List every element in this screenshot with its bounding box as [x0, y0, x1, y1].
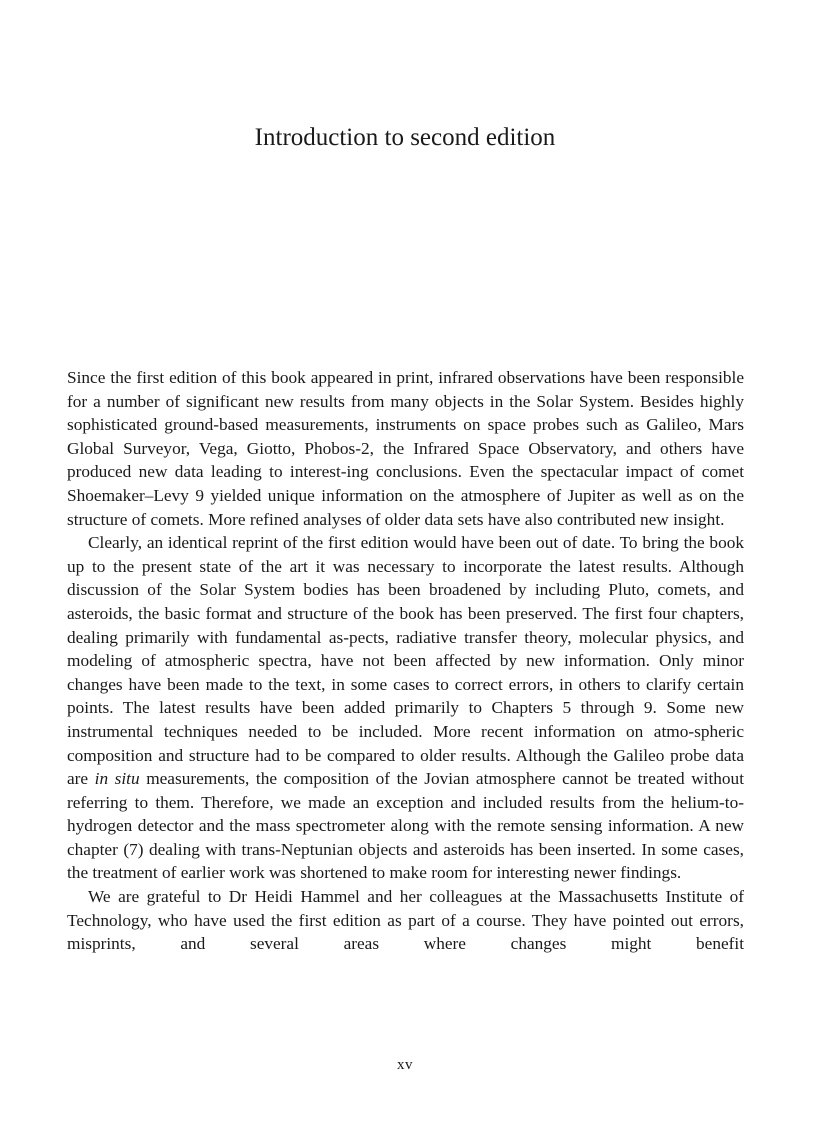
paragraph-2 — [67, 531, 744, 885]
body-text — [67, 366, 744, 956]
paragraph-3: We are grateful to Dr Heidi Hammel and her colleagues at the Massachusetts Institute of Technology, who have used the first edition as part of a course. They have pointed out errors, misprints, and several areas where changes might benefit — [67, 887, 744, 954]
paragraph-2-italic: in situ — [94, 769, 140, 789]
page-title: Introduction to second edition — [254, 124, 556, 151]
paragraph-1: Since the first edition of this book appeared in print, infrared observations have been responsible for a number of significant new results from many objects in the Solar System. Besides highly sophisticated ground-based measurements, instruments on space probes such as Galileo, Mars Global Surveyor, Vega, Giotto, Phobos-2, the Infrared Space Observatory, and others have produced new data leading to interest-ing conclusions. Even the spectacular impact of comet Shoemaker–Levy 9 yielded unique information on the atmosphere of Jupiter as well as on the structure of comets. More refined analyses of older data sets have also contributed new insight. — [67, 368, 744, 529]
page-number: xv — [397, 1057, 413, 1073]
paragraph-2-part-b: measurements, the composition of the Jovian atmosphere cannot be treated without referring to them. Therefore, we made an exception and included results from the helium-to-hydrogen detector and the mass spectrometer along with the remote sensing information. A new chapter (7) dealing with trans-Neptunian objects and asteroids has been inserted. In some cases, the treatment of earlier work was shortened to make room for interesting newer findings. — [67, 769, 744, 883]
paragraph-2-part-a: Clearly, an identical reprint of the first edition would have been out of date. To bring the book up to the present state of the art it was necessary to incorporate the latest results. Although discussion of the Solar System bodies has been broadened by including Pluto, comets, and asteroids, the basic format and structure of the book has been preserved. The first four chapters, dealing primarily with fundamental as-pects, radiative transfer theory, molecular physics, and modeling of atmospheric spectra, have not been affected by new information. Only minor changes have been made to the text, in some cases to correct errors, in others to clarify certain points. The latest results have been added primarily to Chapters 5 through 9. Some new instrumental techniques needed to be included. More recent information on atmo-spheric composition and structure had to be compared to older results. Although the Galileo probe data are — [67, 533, 744, 789]
